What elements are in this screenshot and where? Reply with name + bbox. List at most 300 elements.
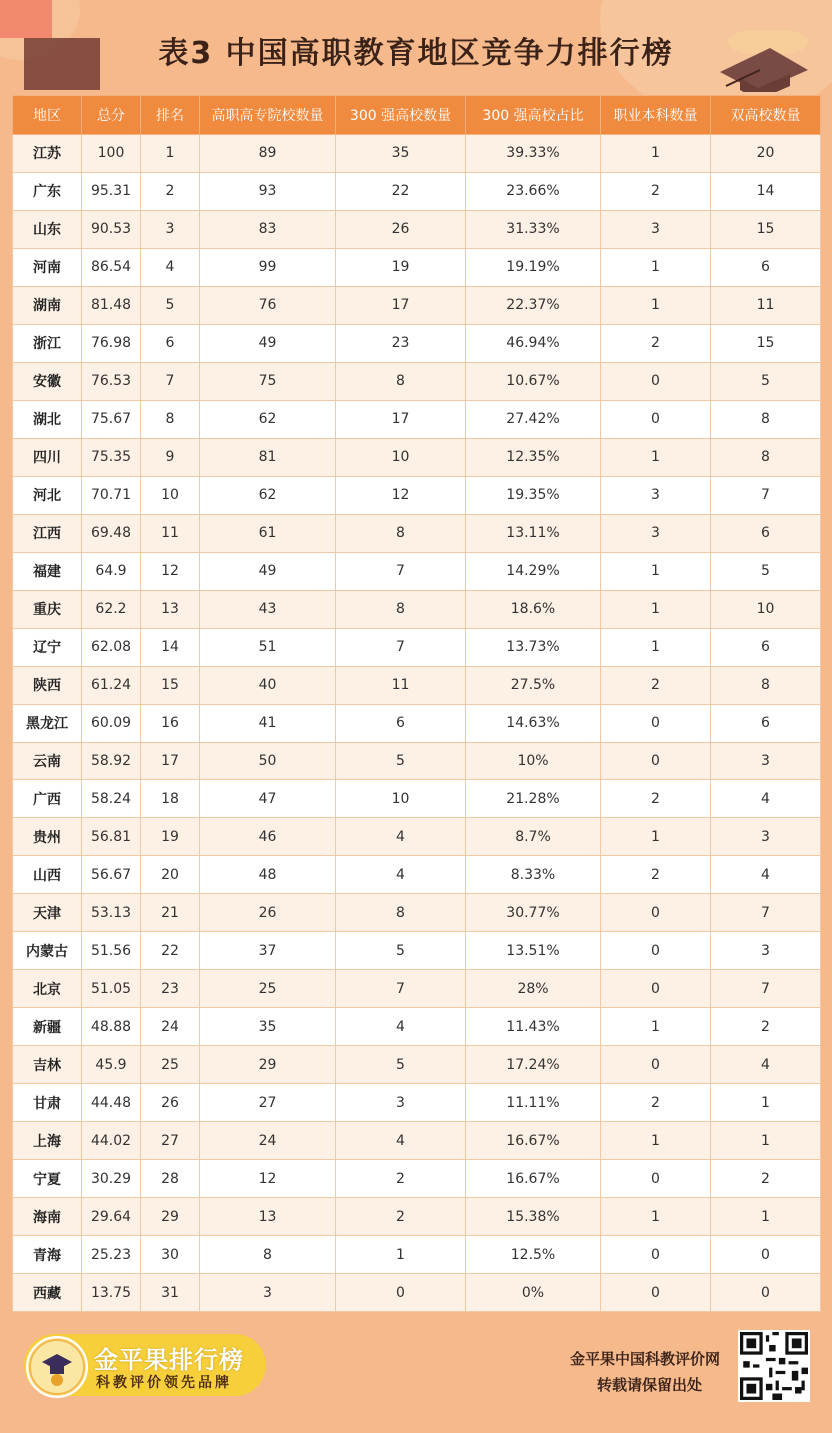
- table-cell: 10.67%: [466, 362, 601, 400]
- region-cell: 湖南: [13, 286, 82, 324]
- table-cell: 3: [200, 1274, 336, 1312]
- table-cell: 26: [336, 210, 466, 248]
- table-cell: 4: [336, 1122, 466, 1160]
- table-cell: 76.53: [82, 362, 141, 400]
- table-cell: 86.54: [82, 248, 141, 286]
- table-cell: 95.31: [82, 172, 141, 210]
- table-cell: 31: [141, 1274, 200, 1312]
- table-cell: 1: [601, 1198, 711, 1236]
- table-cell: 4: [141, 248, 200, 286]
- table-cell: 99: [200, 248, 336, 286]
- table-cell: 0: [601, 970, 711, 1008]
- table-cell: 19.35%: [466, 476, 601, 514]
- table-cell: 11: [336, 666, 466, 704]
- region-cell: 海南: [13, 1198, 82, 1236]
- qr-code-icon[interactable]: [738, 1330, 810, 1402]
- table-cell: 3: [336, 1084, 466, 1122]
- table-cell: 19: [336, 248, 466, 286]
- table-cell: 10: [336, 438, 466, 476]
- brand-slogan: 科教评价领先品牌: [96, 1375, 232, 1391]
- table-cell: 18.6%: [466, 590, 601, 628]
- region-cell: 四川: [13, 438, 82, 476]
- table-cell: 62.08: [82, 628, 141, 666]
- table-header-row: [13, 96, 821, 135]
- table-cell: 8: [336, 514, 466, 552]
- table-row: [13, 210, 821, 248]
- table-cell: 16.67%: [466, 1122, 601, 1160]
- table-cell: 17: [336, 400, 466, 438]
- table-row: [13, 1008, 821, 1046]
- table-cell: 14.29%: [466, 552, 601, 590]
- table-cell: 75.67: [82, 400, 141, 438]
- table-cell: 64.9: [82, 552, 141, 590]
- table-cell: 75.35: [82, 438, 141, 476]
- table-cell: 35: [200, 1008, 336, 1046]
- table-cell: 50: [200, 742, 336, 780]
- table-cell: 12: [336, 476, 466, 514]
- table-cell: 4: [336, 818, 466, 856]
- region-cell: 浙江: [13, 324, 82, 362]
- table-cell: 17.24%: [466, 1046, 601, 1084]
- table-cell: 4: [336, 856, 466, 894]
- table-cell: 81.48: [82, 286, 141, 324]
- table-row: [13, 742, 821, 780]
- column-header: 总分: [82, 96, 141, 135]
- table-cell: 6: [711, 628, 821, 666]
- table-cell: 13.73%: [466, 628, 601, 666]
- region-cell: 云南: [13, 742, 82, 780]
- table-row: [13, 1198, 821, 1236]
- table-cell: 6: [336, 704, 466, 742]
- region-cell: 青海: [13, 1236, 82, 1274]
- table-cell: 1: [141, 135, 200, 173]
- table-cell: 0: [601, 362, 711, 400]
- table-cell: 1: [711, 1198, 821, 1236]
- table-cell: 16.67%: [466, 1160, 601, 1198]
- table-cell: 0: [601, 1274, 711, 1312]
- region-cell: 内蒙古: [13, 932, 82, 970]
- table-cell: 56.67: [82, 856, 141, 894]
- table-cell: 2: [601, 1084, 711, 1122]
- table-row: [13, 1236, 821, 1274]
- table-cell: 69.48: [82, 514, 141, 552]
- table-cell: 61: [200, 514, 336, 552]
- table-row: [13, 1160, 821, 1198]
- table-cell: 13: [141, 590, 200, 628]
- table-cell: 8: [711, 438, 821, 476]
- table-cell: 23.66%: [466, 172, 601, 210]
- table-cell: 1: [601, 1008, 711, 1046]
- table-cell: 6: [711, 704, 821, 742]
- table-cell: 6: [141, 324, 200, 362]
- region-cell: 重庆: [13, 590, 82, 628]
- table-cell: 58.24: [82, 780, 141, 818]
- table-cell: 1: [601, 438, 711, 476]
- table-cell: 83: [200, 210, 336, 248]
- table-cell: 29: [141, 1198, 200, 1236]
- region-cell: 山西: [13, 856, 82, 894]
- region-cell: 甘肃: [13, 1084, 82, 1122]
- table-cell: 8: [336, 894, 466, 932]
- table-row: [13, 172, 821, 210]
- table-cell: 22.37%: [466, 286, 601, 324]
- page-header: [0, 0, 832, 95]
- table-cell: 90.53: [82, 210, 141, 248]
- table-cell: 45.9: [82, 1046, 141, 1084]
- table-cell: 6: [711, 514, 821, 552]
- table-cell: 8: [336, 362, 466, 400]
- table-cell: 8: [141, 400, 200, 438]
- table-cell: 11: [711, 286, 821, 324]
- table-cell: 12.35%: [466, 438, 601, 476]
- table-cell: 0: [601, 400, 711, 438]
- table-cell: 21: [141, 894, 200, 932]
- table-cell: 20: [141, 856, 200, 894]
- table-cell: 61.24: [82, 666, 141, 704]
- table-cell: 6: [711, 248, 821, 286]
- table-cell: 41: [200, 704, 336, 742]
- table-cell: 20: [711, 135, 821, 173]
- table-cell: 0: [601, 1236, 711, 1274]
- table-cell: 1: [601, 552, 711, 590]
- table-cell: 75: [200, 362, 336, 400]
- table-cell: 0: [711, 1274, 821, 1312]
- table-cell: 27.42%: [466, 400, 601, 438]
- table-cell: 23: [336, 324, 466, 362]
- table-cell: 47: [200, 780, 336, 818]
- table-cell: 29.64: [82, 1198, 141, 1236]
- table-cell: 1: [601, 628, 711, 666]
- table-cell: 18: [141, 780, 200, 818]
- table-cell: 62: [200, 476, 336, 514]
- table-cell: 2: [141, 172, 200, 210]
- table-cell: 1: [601, 1122, 711, 1160]
- table-cell: 0: [601, 894, 711, 932]
- table-cell: 5: [336, 932, 466, 970]
- table-cell: 0: [601, 1046, 711, 1084]
- table-cell: 8.7%: [466, 818, 601, 856]
- table-cell: 1: [711, 1084, 821, 1122]
- table-cell: 13.51%: [466, 932, 601, 970]
- table-cell: 3: [711, 742, 821, 780]
- table-row: [13, 590, 821, 628]
- table-cell: 4: [711, 856, 821, 894]
- table-cell: 7: [336, 628, 466, 666]
- table-cell: 14.63%: [466, 704, 601, 742]
- table-cell: 51.56: [82, 932, 141, 970]
- table-cell: 43: [200, 590, 336, 628]
- column-header: 职业本科数量: [601, 96, 711, 135]
- credit-site-name: 金平果中国科教评价网: [569, 1350, 720, 1368]
- region-cell: 广西: [13, 780, 82, 818]
- table-cell: 0: [601, 1160, 711, 1198]
- table-cell: 14: [711, 172, 821, 210]
- table-row: [13, 856, 821, 894]
- table-body: [13, 135, 821, 1312]
- table-cell: 51.05: [82, 970, 141, 1008]
- region-cell: 黑龙江: [13, 704, 82, 742]
- table-cell: 48: [200, 856, 336, 894]
- table-cell: 11.11%: [466, 1084, 601, 1122]
- table-cell: 13.75: [82, 1274, 141, 1312]
- table-cell: 39.33%: [466, 135, 601, 173]
- table-row: [13, 666, 821, 704]
- table-cell: 28%: [466, 970, 601, 1008]
- table-cell: 0: [711, 1236, 821, 1274]
- region-cell: 山东: [13, 210, 82, 248]
- table-cell: 10: [141, 476, 200, 514]
- table-cell: 5: [141, 286, 200, 324]
- table-row: [13, 514, 821, 552]
- table-cell: 76.98: [82, 324, 141, 362]
- table-cell: 3: [711, 932, 821, 970]
- brand-logo-icon: [26, 1336, 88, 1398]
- table-cell: 2: [601, 324, 711, 362]
- table-cell: 93: [200, 172, 336, 210]
- table-cell: 31.33%: [466, 210, 601, 248]
- table-cell: 13.11%: [466, 514, 601, 552]
- table-cell: 76: [200, 286, 336, 324]
- region-cell: 湖北: [13, 400, 82, 438]
- table-cell: 3: [711, 818, 821, 856]
- region-cell: 广东: [13, 172, 82, 210]
- table-cell: 5: [336, 742, 466, 780]
- table-cell: 2: [601, 172, 711, 210]
- column-header: 双高校数量: [711, 96, 821, 135]
- table-cell: 25: [200, 970, 336, 1008]
- table-row: [13, 400, 821, 438]
- table-cell: 22: [336, 172, 466, 210]
- column-header: 排名: [141, 96, 200, 135]
- table-cell: 70.71: [82, 476, 141, 514]
- table-row: [13, 780, 821, 818]
- page-footer: [0, 1310, 832, 1433]
- table-cell: 5: [711, 552, 821, 590]
- table-cell: 12: [141, 552, 200, 590]
- table-cell: 40: [200, 666, 336, 704]
- table-cell: 23: [141, 970, 200, 1008]
- table-cell: 26: [141, 1084, 200, 1122]
- region-cell: 宁夏: [13, 1160, 82, 1198]
- table-cell: 15: [711, 324, 821, 362]
- table-cell: 4: [336, 1008, 466, 1046]
- table-cell: 60.09: [82, 704, 141, 742]
- table-cell: 15.38%: [466, 1198, 601, 1236]
- table-cell: 16: [141, 704, 200, 742]
- region-cell: 陕西: [13, 666, 82, 704]
- table-cell: 14: [141, 628, 200, 666]
- table-cell: 17: [141, 742, 200, 780]
- table-row: [13, 135, 821, 173]
- table-cell: 2: [336, 1198, 466, 1236]
- brand-name: 金平果排行榜: [94, 1346, 244, 1374]
- table-row: [13, 1046, 821, 1084]
- table-cell: 10: [711, 590, 821, 628]
- table-cell: 1: [711, 1122, 821, 1160]
- table-row: [13, 476, 821, 514]
- region-cell: 河南: [13, 248, 82, 286]
- table-cell: 2: [601, 780, 711, 818]
- ranking-table-container: [12, 95, 820, 1312]
- table-cell: 5: [711, 362, 821, 400]
- table-cell: 89: [200, 135, 336, 173]
- table-cell: 1: [336, 1236, 466, 1274]
- region-cell: 安徽: [13, 362, 82, 400]
- table-cell: 35: [336, 135, 466, 173]
- table-cell: 0: [601, 704, 711, 742]
- table-row: [13, 818, 821, 856]
- table-cell: 5: [336, 1046, 466, 1084]
- table-cell: 3: [141, 210, 200, 248]
- table-cell: 8: [711, 400, 821, 438]
- table-cell: 27: [200, 1084, 336, 1122]
- table-cell: 1: [601, 590, 711, 628]
- column-header: 300 强高校数量: [336, 96, 466, 135]
- table-cell: 62.2: [82, 590, 141, 628]
- table-cell: 4: [711, 780, 821, 818]
- table-cell: 12: [200, 1160, 336, 1198]
- table-cell: 49: [200, 552, 336, 590]
- region-cell: 河北: [13, 476, 82, 514]
- table-row: [13, 286, 821, 324]
- table-cell: 2: [336, 1160, 466, 1198]
- table-cell: 27: [141, 1122, 200, 1160]
- graduation-cap-icon: [700, 30, 810, 92]
- region-cell: 北京: [13, 970, 82, 1008]
- region-cell: 上海: [13, 1122, 82, 1160]
- table-cell: 48.88: [82, 1008, 141, 1046]
- table-cell: 10%: [466, 742, 601, 780]
- table-cell: 4: [711, 1046, 821, 1084]
- table-cell: 7: [711, 970, 821, 1008]
- table-row: [13, 248, 821, 286]
- table-cell: 7: [336, 970, 466, 1008]
- table-cell: 8: [711, 666, 821, 704]
- region-cell: 辽宁: [13, 628, 82, 666]
- table-cell: 100: [82, 135, 141, 173]
- table-cell: 51: [200, 628, 336, 666]
- table-cell: 56.81: [82, 818, 141, 856]
- table-row: [13, 362, 821, 400]
- table-cell: 2: [711, 1008, 821, 1046]
- table-cell: 0: [336, 1274, 466, 1312]
- table-cell: 30.29: [82, 1160, 141, 1198]
- table-cell: 29: [200, 1046, 336, 1084]
- table-cell: 8.33%: [466, 856, 601, 894]
- table-cell: 0: [601, 932, 711, 970]
- table-cell: 19: [141, 818, 200, 856]
- table-cell: 2: [711, 1160, 821, 1198]
- table-cell: 25: [141, 1046, 200, 1084]
- region-cell: 江西: [13, 514, 82, 552]
- table-cell: 22: [141, 932, 200, 970]
- region-cell: 福建: [13, 552, 82, 590]
- table-cell: 3: [601, 210, 711, 248]
- region-cell: 贵州: [13, 818, 82, 856]
- table-cell: 58.92: [82, 742, 141, 780]
- table-cell: 3: [601, 476, 711, 514]
- table-row: [13, 894, 821, 932]
- column-header: 高职高专院校数量: [200, 96, 336, 135]
- table-cell: 2: [601, 666, 711, 704]
- page-title: 表3 中国高职教育地区竞争力排行榜: [158, 36, 674, 71]
- table-row: [13, 1122, 821, 1160]
- table-row: [13, 932, 821, 970]
- table-cell: 1: [601, 135, 711, 173]
- table-row: [13, 628, 821, 666]
- region-cell: 天津: [13, 894, 82, 932]
- table-cell: 62: [200, 400, 336, 438]
- table-cell: 7: [711, 476, 821, 514]
- region-cell: 西藏: [13, 1274, 82, 1312]
- table-cell: 13: [200, 1198, 336, 1236]
- region-cell: 江苏: [13, 135, 82, 173]
- table-cell: 0: [601, 742, 711, 780]
- brand-badge: [24, 1334, 266, 1396]
- table-cell: 1: [601, 818, 711, 856]
- table-cell: 19.19%: [466, 248, 601, 286]
- table-cell: 10: [336, 780, 466, 818]
- table-cell: 7: [336, 552, 466, 590]
- table-cell: 26: [200, 894, 336, 932]
- table-cell: 8: [336, 590, 466, 628]
- table-cell: 7: [141, 362, 200, 400]
- table-row: [13, 704, 821, 742]
- column-header: 地区: [13, 96, 82, 135]
- table-cell: 21.28%: [466, 780, 601, 818]
- column-header: 300 强高校占比: [466, 96, 601, 135]
- table-cell: 44.48: [82, 1084, 141, 1122]
- table-cell: 44.02: [82, 1122, 141, 1160]
- table-row: [13, 324, 821, 362]
- region-cell: 新疆: [13, 1008, 82, 1046]
- table-cell: 15: [711, 210, 821, 248]
- table-cell: 30: [141, 1236, 200, 1274]
- table-cell: 17: [336, 286, 466, 324]
- table-row: [13, 438, 821, 476]
- table-cell: 27.5%: [466, 666, 601, 704]
- table-row: [13, 970, 821, 1008]
- table-cell: 24: [200, 1122, 336, 1160]
- table-cell: 0%: [466, 1274, 601, 1312]
- table-cell: 37: [200, 932, 336, 970]
- table-cell: 49: [200, 324, 336, 362]
- table-cell: 53.13: [82, 894, 141, 932]
- table-row: [13, 1084, 821, 1122]
- table-cell: 15: [141, 666, 200, 704]
- table-cell: 28: [141, 1160, 200, 1198]
- table-cell: 81: [200, 438, 336, 476]
- table-cell: 3: [601, 514, 711, 552]
- ranking-table: [12, 95, 821, 1312]
- table-row: [13, 552, 821, 590]
- table-cell: 11.43%: [466, 1008, 601, 1046]
- table-cell: 9: [141, 438, 200, 476]
- table-cell: 24: [141, 1008, 200, 1046]
- table-cell: 25.23: [82, 1236, 141, 1274]
- table-cell: 8: [200, 1236, 336, 1274]
- table-cell: 46.94%: [466, 324, 601, 362]
- region-cell: 吉林: [13, 1046, 82, 1084]
- table-cell: 1: [601, 286, 711, 324]
- table-cell: 2: [601, 856, 711, 894]
- table-cell: 11: [141, 514, 200, 552]
- table-cell: 46: [200, 818, 336, 856]
- table-cell: 30.77%: [466, 894, 601, 932]
- credit-notice: 转载请保留出处: [596, 1376, 702, 1394]
- table-cell: 12.5%: [466, 1236, 601, 1274]
- table-row: [13, 1274, 821, 1312]
